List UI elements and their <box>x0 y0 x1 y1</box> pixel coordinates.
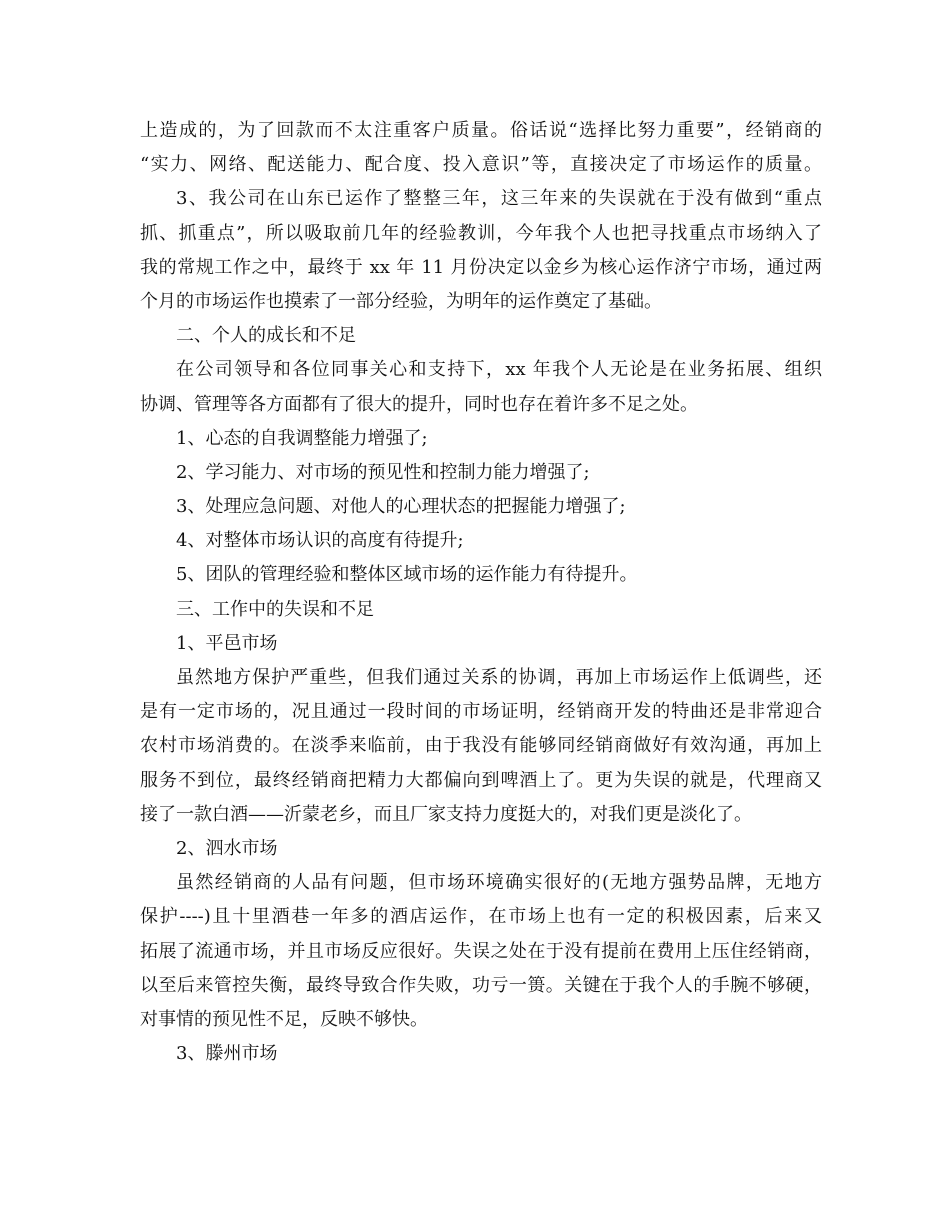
paragraph-line: 抓、抓重点”，所以吸取前几年的经验教训，今年我个人也把寻找重点市场纳入了 <box>140 222 822 244</box>
paragraph-line: 拓展了流通市场，并且市场反应很好。失误之处在于没有提前在费用上压住经销商， <box>140 940 822 962</box>
paragraph-line: 是有一定市场的，况且通过一段时间的市场证明，经销商开发的特曲还是非常迎合 <box>140 701 822 723</box>
paragraph-line: 我的常规工作之中，最终于 xx 年 11 月份决定以金乡为核心运作济宁市场，通过两 <box>140 256 822 278</box>
paragraph-line: 服务不到位，最终经销商把精力大都偏向到啤酒上了。更为失误的就是，代理商又 <box>140 769 822 791</box>
paragraph-line: 接了一款白酒——沂蒙老乡，而且厂家支持力度挺大的，对我们更是淡化了。 <box>140 803 752 825</box>
section-heading: 三、工作中的失误和不足 <box>176 598 374 620</box>
list-item: 2、学习能力、对市场的预见性和控制力能力增强了; <box>176 461 590 483</box>
paragraph-line: 个月的市场运作也摸索了一部分经验，为明年的运作奠定了基础。 <box>140 290 662 312</box>
paragraph-line: 3、我公司在山东已运作了整整三年，这三年来的失误就在于没有做到“重点 <box>176 188 822 210</box>
paragraph-line: 以至后来管控失衡，最终导致合作失败，功亏一篑。关键在于我个人的手腕不够硬， <box>140 974 822 996</box>
paragraph-line: 农村市场消费的。在淡季来临前，由于我没有能够同经销商做好有效沟通，再加上 <box>140 735 822 757</box>
subsection-heading: 2、泗水市场 <box>176 837 278 859</box>
list-item: 1、心态的自我调整能力增强了; <box>176 427 428 449</box>
paragraph-line: 虽然经销商的人品有问题，但市场环境确实很好的(无地方强势品牌，无地方 <box>176 872 822 894</box>
paragraph-line: 保护----)且十里酒巷一年多的酒店运作，在市场上也有一定的积极因素，后来又 <box>140 906 822 928</box>
paragraph-line: 对事情的预见性不足，反映不够快。 <box>140 1008 428 1030</box>
document-body <box>140 114 822 1071</box>
list-item: 4、对整体市场认识的高度有待提升; <box>176 530 464 552</box>
paragraph-line: 在公司领导和各位同事关心和支持下，xx 年我个人无论是在业务拓展、组织 <box>176 359 822 381</box>
subsection-heading: 3、滕州市场 <box>176 1043 278 1065</box>
list-item: 3、处理应急问题、对他人的心理状态的把握能力增强了; <box>176 496 626 518</box>
paragraph-line: 上造成的，为了回款而不太注重客户质量。俗话说“选择比努力重要”，经销商的 <box>140 120 822 141</box>
paragraph-line: 协调、管理等各方面都有了很大的提升，同时也存在着许多不足之处。 <box>140 393 698 415</box>
paragraph-line: 虽然地方保护严重些，但我们通过关系的协调，再加上市场运作上低调些，还 <box>176 667 822 688</box>
subsection-heading: 1、平邑市场 <box>176 632 278 654</box>
list-item: 5、团队的管理经验和整体区域市场的运作能力有待提升。 <box>176 564 638 586</box>
paragraph-line: “实力、网络、配送能力、配合度、投入意识”等，直接决定了市场运作的质量。 <box>140 154 822 176</box>
section-heading: 二、个人的成长和不足 <box>176 325 356 347</box>
